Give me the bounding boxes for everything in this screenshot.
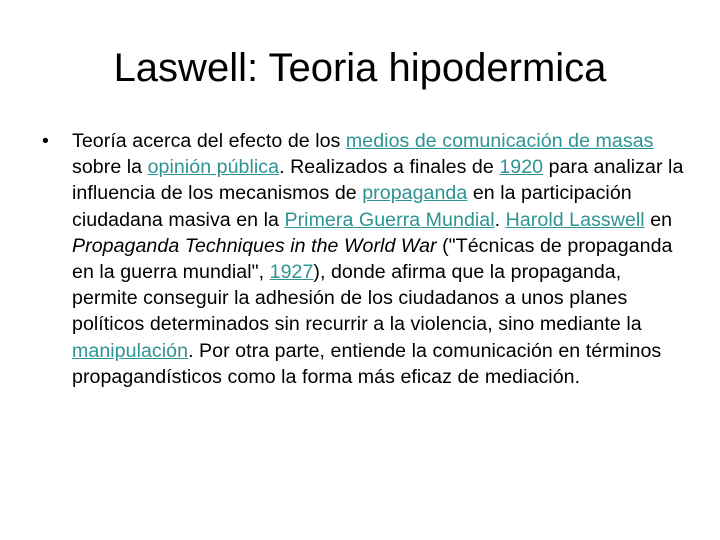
link-manipulacion[interactable]: manipulación xyxy=(72,339,189,362)
bullet-icon: • xyxy=(42,130,49,152)
slide-title: Laswell: Teoria hipodermica xyxy=(113,46,607,90)
paragraph-text-0: Teoría acerca del efecto de los xyxy=(72,130,346,152)
link-1920[interactable]: 1920 xyxy=(499,156,544,179)
paragraph-text-14: ("Técnicas de propaganda en la guerra mundial", xyxy=(72,234,673,284)
link-medios-de-comunicacion[interactable]: medios de comunicación de masas xyxy=(345,130,654,152)
link-primera-guerra-mundial[interactable]: Primera Guerra Mundial xyxy=(284,208,495,231)
link-propaganda[interactable]: propaganda xyxy=(362,182,468,205)
paragraph-text-4: . Realizados a finales de xyxy=(279,156,500,179)
paragraph-text-18: . Por otra parte, entiende la comunicación en términos propagandísticos como la forma más eficaz de mediación. xyxy=(72,339,662,388)
book-title: Propaganda Techniques in the World War xyxy=(72,234,437,257)
paragraph-text-16: ), donde afirma que la propaganda, permite conseguir la adhesión de los ciudadanos a unos planes políticos determinados sin recurrir a la violencia, sino mediante la xyxy=(72,261,642,336)
paragraph-text-8: en la participación ciudadana masiva en la xyxy=(72,182,632,231)
paragraph-text-2: sobre la xyxy=(72,156,148,179)
link-opinion-publica[interactable]: opinión pública xyxy=(147,156,280,179)
link-harold-lasswell[interactable]: Harold Lasswell xyxy=(505,208,645,231)
paragraph-text-10: . xyxy=(494,208,506,231)
paragraph-text-12: en xyxy=(644,208,673,231)
bullet-item xyxy=(40,128,690,390)
link-1927[interactable]: 1927 xyxy=(269,261,314,284)
bullet-list xyxy=(40,128,690,390)
paragraph-text-6: para analizar la influencia de los mecanismos de xyxy=(72,156,684,205)
